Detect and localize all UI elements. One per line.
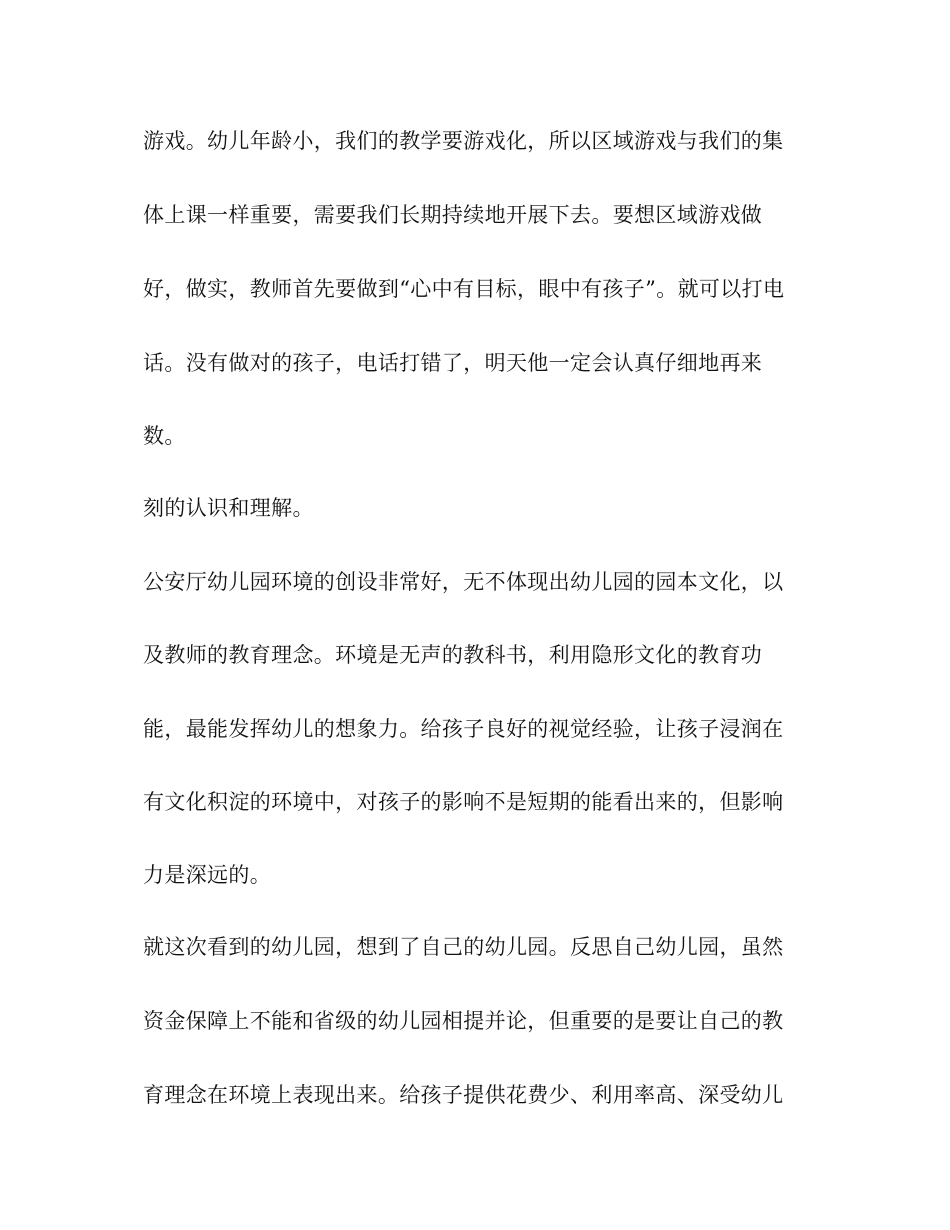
text-line: 数。	[143, 424, 186, 448]
text-line: 体上课一样重要，需要我们长期持续地开展下去。要想区域游戏做	[143, 203, 763, 227]
text-line: 公安厅幼儿园环境的创设非常好，无不体现出幼儿园的园本文化，以	[143, 570, 784, 594]
text-line: 好，做实，教师首先要做到“心中有目标，眼中有孩子”。就可以打电	[143, 277, 785, 301]
text-line: 育理念在环境上表现出来。给孩子提供花费少、利用率高、深受幼儿	[143, 1083, 784, 1107]
text-line: 游戏。幼儿年龄小，我们的教学要游戏化，所以区域游戏与我们的集	[143, 129, 784, 153]
text-line: 力是深远的。	[143, 863, 272, 887]
text-line: 及教师的教育理念。环境是无声的教科书，利用隐形文化的教育功	[143, 643, 763, 667]
text-line: 能，最能发挥幼儿的想象力。给孩子良好的视觉经验，让孩子浸润在	[143, 717, 784, 741]
text-line: 有文化积淀的环境中，对孩子的影响不是短期的能看出来的，但影响	[143, 790, 784, 814]
text-line: 就这次看到的幼儿园，想到了自己的幼儿园。反思自己幼儿园，虽然	[143, 935, 784, 959]
text-line: 资金保障上不能和省级的幼儿园相提并论，但重要的是要让自己的教	[143, 1009, 784, 1033]
text-line: 刻的认识和理解。	[143, 496, 314, 520]
text-line: 话。没有做对的孩子，电话打错了，明天他一定会认真仔细地再来	[143, 351, 763, 375]
